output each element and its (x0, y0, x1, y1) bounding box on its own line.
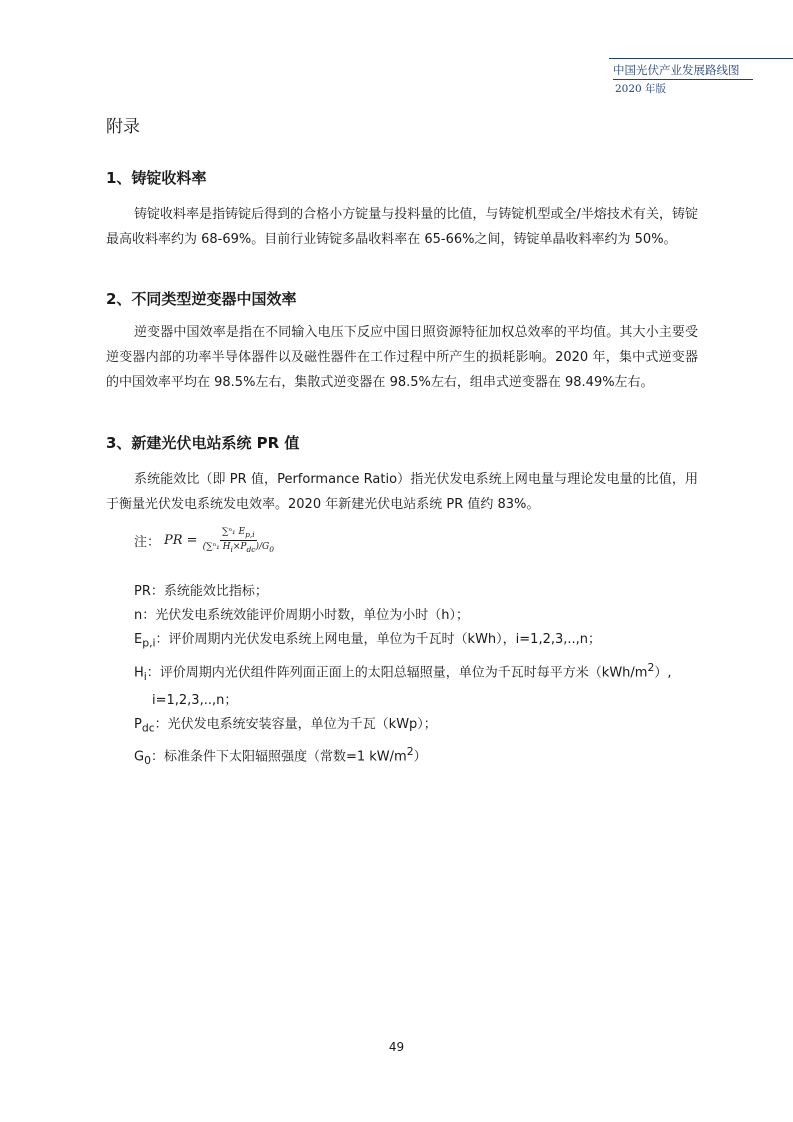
section-3-paragraph: 系统能效比（即 PR 值，Performance Ratio）指光伏发电系统上网电量与理论发电量的比值，用于衡量光伏发电系统发电效率。2020 年新建光伏电站系统 PR 值约 83%。 (106, 472, 698, 512)
formula-numerator: ∑ⁿ₁ $E_{p,i}$ (221, 527, 255, 539)
section-heading-3: 3、新建光伏电站系统 PR 值 (106, 434, 300, 452)
definition-h: $H_i$：评价周期内光伏组件阵列面正面上的太阳总辐照量，单位为千瓦时每平方米$(kWh/m^2)$, (134, 660, 672, 683)
page-number: 49 (388, 1040, 405, 1054)
definition-g: $G_0$：标准条件下太阳辐照强度（常数=1 $kW/m^2$） (134, 745, 427, 768)
formula-fraction (203, 527, 274, 554)
appendix-title: 附录 (106, 117, 140, 137)
running-header (609, 58, 793, 96)
formula-expression (164, 527, 274, 554)
formula-definitions (134, 580, 714, 773)
section-heading-1: 1、铸锭收料率 (106, 169, 207, 187)
definition-h-continuation: i=1,2,3,..,n； (152, 692, 238, 708)
definition-n: n：光伏发电系统效能评价周期小时数，单位为小时（h）； (134, 608, 469, 623)
header-edition: 2020 年版 (615, 83, 667, 95)
header-title: 中国光伏产业发展路线图 (613, 63, 740, 77)
section-2-paragraph: 逆变器中国效率是指在不同输入电压下反应中国日照资源特征加权总效率的平均值。其大小主要受逆变器内部的功率半导体器件以及磁性器件在工作过程中所产生的损耗影响。2020 年，集中式逆变器的中国效率平均在 98.5%左右，集散式逆变器在 98.5%左右，组串式逆变器在 98.49%左右。 (106, 325, 698, 390)
section-1-paragraph: 铸锭收料率是指铸锭后得到的合格小方锭量与投料量的比值，与铸锭机型或全/半熔技术有关，铸锭最高收料率约为 68-69%。目前行业铸锭多晶收料率在 65-66%之间，铸锭单晶收料率约为 50%。 (106, 207, 698, 247)
header-divider (613, 79, 753, 80)
definition-e: $E_{p,i}$：评价周期内光伏发电系统上网电量，单位为千瓦时（kWh），i=1,2,3,..,n； (134, 632, 602, 650)
header-top-rule (609, 58, 793, 59)
formula-label: 注： (134, 534, 161, 550)
section-heading-2: 2、不同类型逆变器中国效率 (106, 290, 297, 308)
definition-pr: PR：系统能效比指标； (134, 584, 268, 599)
formula-lhs: PR = (164, 532, 198, 548)
formula-denominator: (∑ⁿ₁ $H_i\times P_{dc})/G_0$ (202, 541, 275, 554)
definition-p: $P_{dc}$：光伏发电系统安装容量，单位为千瓦（kWp）； (134, 716, 437, 735)
pr-formula (134, 527, 274, 554)
